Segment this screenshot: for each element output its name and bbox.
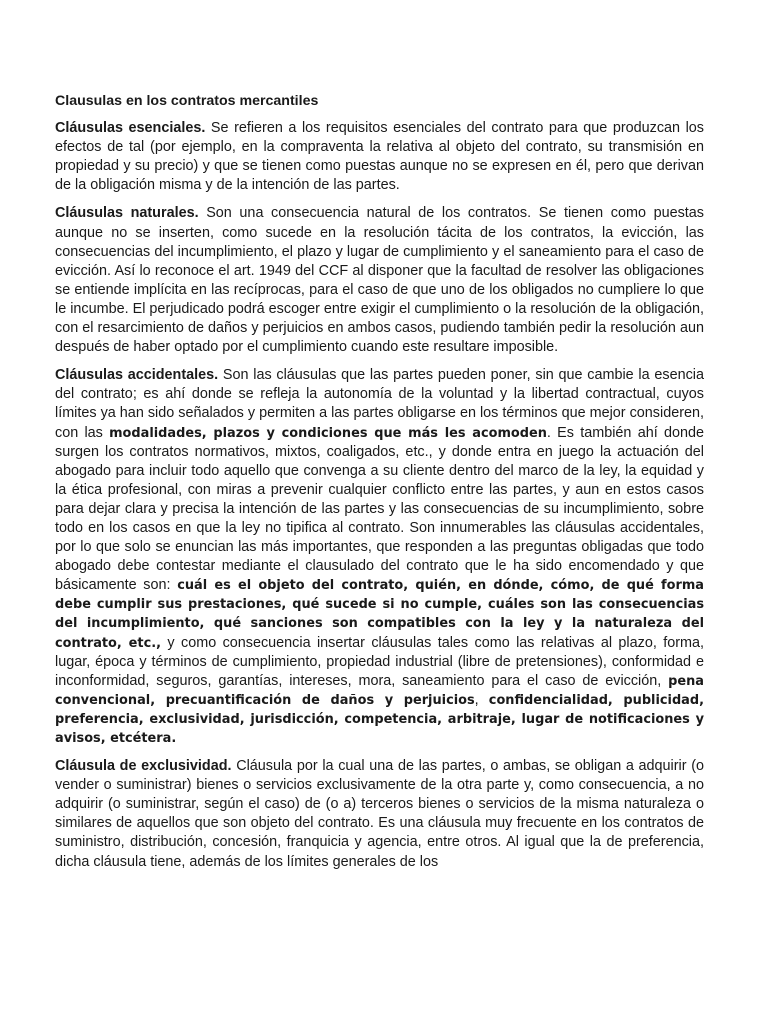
paragraph-clausula-exclusividad (55, 757, 704, 872)
paragraph-text: Cláusula por la cual una de las partes, o ambas, se obligan a adquirir (o vender o suministrar) bienes o servicios exclusivamente de la otra parte y, como consecuencia, a no adquirir (o suministrar, según el caso) de (o a) terceros bienes o servicios de la misma naturaleza o similares de aquellos que son objeto del contrato. Es una cláusula muy frecuente en los contratos de suministro, distribución, concesión, franquicia y agencia, entre otros. Al igual que la de preferencia, dicha cláusula tiene, además de los límites generales de los (55, 758, 705, 870)
document-page (55, 92, 704, 881)
paragraph-text: y como consecuencia insertar cláusulas tales como las relativas al plazo, forma, lugar, época y términos de cumplimiento, propiedad industrial (libre de pretensiones), conformidad e inconformidad, seguros, garantías, intereses, mora, saneamiento para el caso de evicción, (55, 634, 705, 689)
bold-phrase: cuál es el objeto del contrato, quién, en dónde, cómo, de qué forma debe cumplir sus prestaciones, qué sucede si no cumple, cuáles son las consecuencias del incumplimiento, qué sanciones son compatibles con la ley y la naturaleza del contrato, etc., (55, 578, 704, 651)
bold-phrase: confidencialidad, publicidad, preferencia, exclusividad, jurisdicción, competencia, arbitraje, lugar de notificaciones y avisos, etcétera. (55, 692, 705, 746)
document-title: Clausulas en los contratos mercantiles (55, 93, 319, 109)
bold-phrase: pena convencional, precuantificación de daños y perjuicios (55, 673, 704, 708)
bold-phrase: modalidades, plazos y condiciones que más les acomoden (109, 425, 547, 441)
paragraph-lead: Cláusulas esenciales. (55, 120, 206, 137)
paragraph-text: Son una consecuencia natural de los contratos. Se tienen como puestas aunque no se inserten, como sucede en la resolución tácita de los contratos, la evicción, las consecuencias del incumplimiento, el plazo y lugar de cumplimiento y el saneamiento para el caso de evicción. Así lo reconoce el art. 1949 del CCF al disponer que la facultad de resolver las obligaciones se entiende implícita en las recíprocas, para el caso de que uno de los obligados no cumpliere lo que le incumbe. El perjudicado podrá escoger entre exigir el cumplimiento o la resolución de la obligación, con el resarcimiento de daños y perjuicios en ambos casos, pudiendo también pedir la resolución aun después de haber optado por el cumplimiento cuando este resultare imposible. (55, 205, 704, 356)
paragraph-text: Se refieren a los requisitos esenciales del contrato para que produzcan los efectos de tal (por ejemplo, en la compraventa la relativa al objeto del contrato, su transmisión en propiedad y su precio) y que se tienen como puestas aunque no se expresen en él, pero que derivan de la obligación misma y de la intención de las partes. (55, 120, 704, 194)
paragraph-clausulas-esenciales (55, 119, 704, 195)
paragraph-clausulas-naturales (55, 204, 704, 357)
paragraph-lead: Cláusula de exclusividad. (55, 758, 232, 775)
paragraph-lead: Cláusulas accidentales. (55, 367, 219, 384)
paragraph-lead: Cláusulas naturales. (55, 205, 199, 222)
paragraph-text: . Es también ahí donde surgen los contratos normativos, mixtos, coaligados, etc., y donde entra en juego la actuación del abogado para incluir todo aquello que convenga a su cliente dentro del marco de la ley, la equidad y la ética profesional, con miras a prevenir cualquier conflicto entre las partes, y aun en estos casos para dejar clara y precisa la intención de las partes y las consecuencias de su incumplimiento, sobre todo en los casos en que la ley no tipifica al contrato. Son innumerables las cláusulas accidentales, por lo que solo se enuncian las más importantes, que responden a las preguntas obligadas que todo abogado debe contestar mediante el clausulado del contrato que le ha sido encomendado y que básicamente son: (55, 424, 704, 594)
paragraph-text: , (474, 691, 489, 708)
paragraph-clausulas-accidentales (55, 366, 704, 748)
paragraph-text: Son las cláusulas que las partes pueden poner, sin que cambie la esencia del contrato; es ahí donde se refleja la autonomía de la voluntad y la libertad contractual, cuyos límites ya han sido señalados y permiten a las partes obligarse en los términos que mejor consideren, con las (55, 367, 704, 441)
